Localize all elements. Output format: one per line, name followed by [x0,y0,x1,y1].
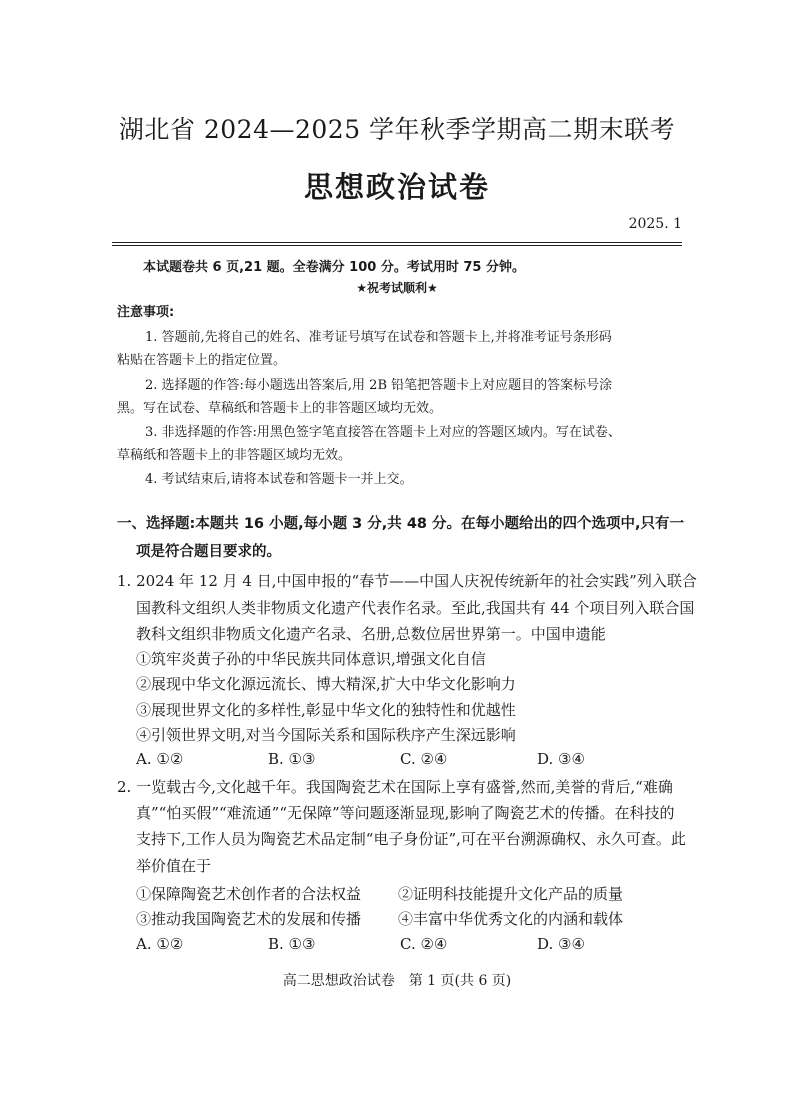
header-rule [112,245,682,246]
question-2-option: ③推动我国陶瓷艺术的发展和传播 [136,910,362,928]
question-1-stem: 国教科文组织人类非物质文化遗产代表作名录。至此,我国共有 44 个项目列入联合国 [136,599,695,617]
question-2-choice-c: C. ②④ [400,935,448,953]
question-2-choice-b: B. ①③ [268,935,316,953]
question-2-option: ②证明科技能提升文化产品的质量 [398,885,624,903]
question-1-stem: 教科文组织非物质文化遗产名录、名册,总数位居世界第一。中国申遗能 [136,625,606,643]
question-2-choice-d: D. ③④ [537,935,585,953]
question-1-choice-d: D. ③④ [537,750,585,768]
notice-line: 3. 非选择题的作答:用黑色签字笔直接答在答题卡上对应的答题区域内。写在试卷、 [145,425,621,440]
question-2-stem: 支持下,工作人员为陶瓷艺术品定制“电子身份证”,可在平台溯源确权、永久可查。此 [136,830,686,848]
question-2-option: ④丰富中华优秀文化的内涵和载体 [398,910,624,928]
notice-line: 粘贴在答题卡上的指定位置。 [117,353,287,368]
question-1-choice-c: C. ②④ [400,750,448,768]
notice-line: 2. 选择题的作答:每小题选出答案后,用 2B 铅笔把答题卡上对应题目的答案标号涂 [145,378,613,393]
question-2-option: ①保障陶瓷艺术创作者的合法权益 [136,885,362,903]
exam-date: 2025. 1 [628,216,682,232]
notice-heading: 注意事项: [117,305,175,320]
page-footer: 高二思想政治试卷 第 1 页(共 6 页) [282,973,512,989]
question-1-choice-a: A. ①② [136,750,184,768]
notice-line: 黑。写在试卷、草稿纸和答题卡上的非答题区域均无效。 [117,401,443,416]
question-1-stem: 1. 2024 年 12 月 4 日,中国申报的“春节——中国人庆祝传统新年的社会实践”列入联合 [117,572,697,590]
question-1-choice-b: B. ①③ [268,750,316,768]
question-2-choice-a: A. ①② [136,935,184,953]
section-heading-cont: 项是符合题目要求的。 [136,544,281,560]
question-1-option: ③展现世界文化的多样性,彰显中华文化的独特性和优越性 [136,701,516,719]
question-1-option: ②展现中华文化源远流长、博大精深,扩大中华文化影响力 [136,675,516,693]
exam-summary: 本试题卷共 6 页,21 题。全卷满分 100 分。考试用时 75 分钟。 [143,260,525,275]
good-luck-banner: ★祝考试顺利★ [356,281,438,295]
question-2-stem: 举价值在于 [136,857,212,875]
question-2-stem: 真”“怕买假”“难流通”“无保障”等问题逐渐显现,影响了陶瓷艺术的传播。在科技的 [136,804,675,822]
question-1-option: ④引领世界文明,对当今国际关系和国际秩序产生深远影响 [136,726,516,744]
question-1-option: ①筑牢炎黄子孙的中华民族共同体意识,增强文化自信 [136,650,486,668]
exam-subject-title: 思想政治试卷 [303,170,490,204]
section-heading: 一、选择题:本题共 16 小题,每小题 3 分,共 48 分。在每小题给出的四个选项中,只有一 [117,516,685,532]
exam-title: 湖北省 2024—2025 学年秋季学期高二期末联考 [118,115,676,144]
header-rule [112,242,682,243]
notice-line: 1. 答题前,先将自己的姓名、准考证号填写在试卷和答题卡上,并将准考证号条形码 [145,330,612,345]
notice-line: 草稿纸和答题卡上的非答题区域均无效。 [117,448,352,463]
question-2-stem: 2. 一览载古今,文化越千年。我国陶瓷艺术在国际上享有盛誉,然而,美誉的背后,“难确 [117,778,673,796]
notice-line: 4. 考试结束后,请将本试卷和答题卡一并上交。 [145,472,413,487]
